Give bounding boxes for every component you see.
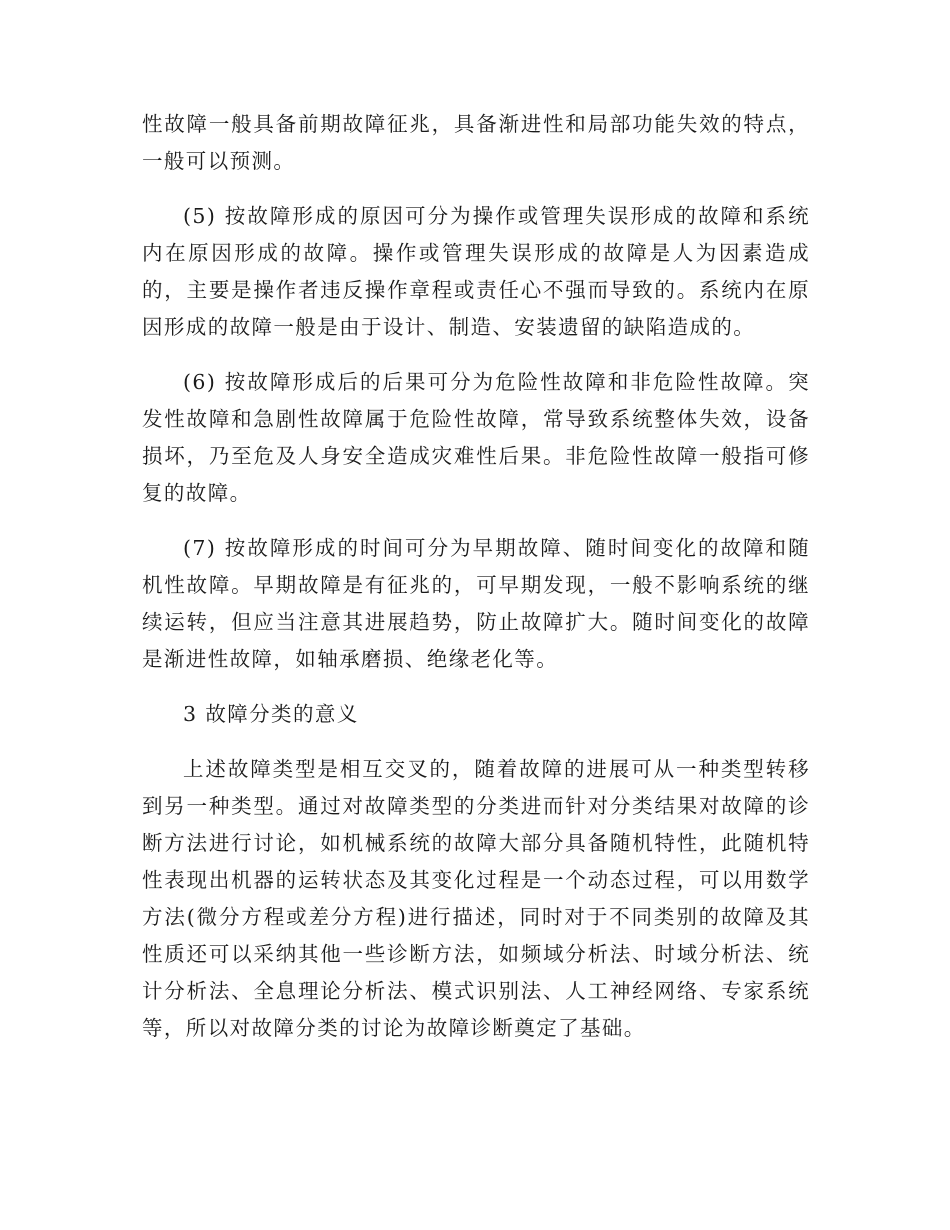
paragraph-item-6: (6) 按故障形成后的后果可分为危险性故障和非危险性故障。突发性故障和急剧性故障属于危险性故障，常导致系统整体失效，设备损坏，乃至危及人身安全造成灾难性后果。非危险性故障一般指可修复的故障。: [142, 370, 810, 505]
paragraph-item-5: (5) 按故障形成的原因可分为操作或管理失误形成的故障和系统内在原因形成的故障。操作或管理失误形成的故障是人为因素造成的，主要是操作者违反操作章程或责任心不强而导致的。系统内在原因形成的故障一般是由于设计、制造、安装遗留的缺陷造成的。: [142, 204, 810, 339]
paragraph-closing: 上述故障类型是相互交叉的，随着故障的进展可从一种类型转移到另一种类型。通过对故障类型的分类进而针对分类结果对故障的诊断方法进行讨论，如机械系统的故障大部分具备随机特性，此随机特性表现出机器的运转状态及其变化过程是一个动态过程，可以用数学方法(微分方程或差分方程)进行描述，同时对于不同类别的故障及其性质还可以采纳其他一些诊断方法，如频域分析法、时域分析法、统计分析法、全息理论分析法、模式识别法、人工神经网络、专家系统等，所以对故障分类的讨论为故障诊断奠定了基础。: [142, 757, 810, 1040]
document-body: [142, 106, 810, 1065]
paragraph-continuation: 性故障一般具备前期故障征兆，具备渐进性和局部功能失效的特点，一般可以预测。: [142, 112, 810, 173]
section-heading: 3 故障分类的意义: [183, 702, 359, 726]
paragraph-item-7: (7) 按故障形成的时间可分为早期故障、随时间变化的故障和随机性故障。早期故障是有征兆的，可早期发现，一般不影响系统的继续运转，但应当注意其进展趋势，防止故障扩大。随时间变化的故障是渐进性故障，如轴承磨损、绝缘老化等。: [142, 536, 810, 671]
